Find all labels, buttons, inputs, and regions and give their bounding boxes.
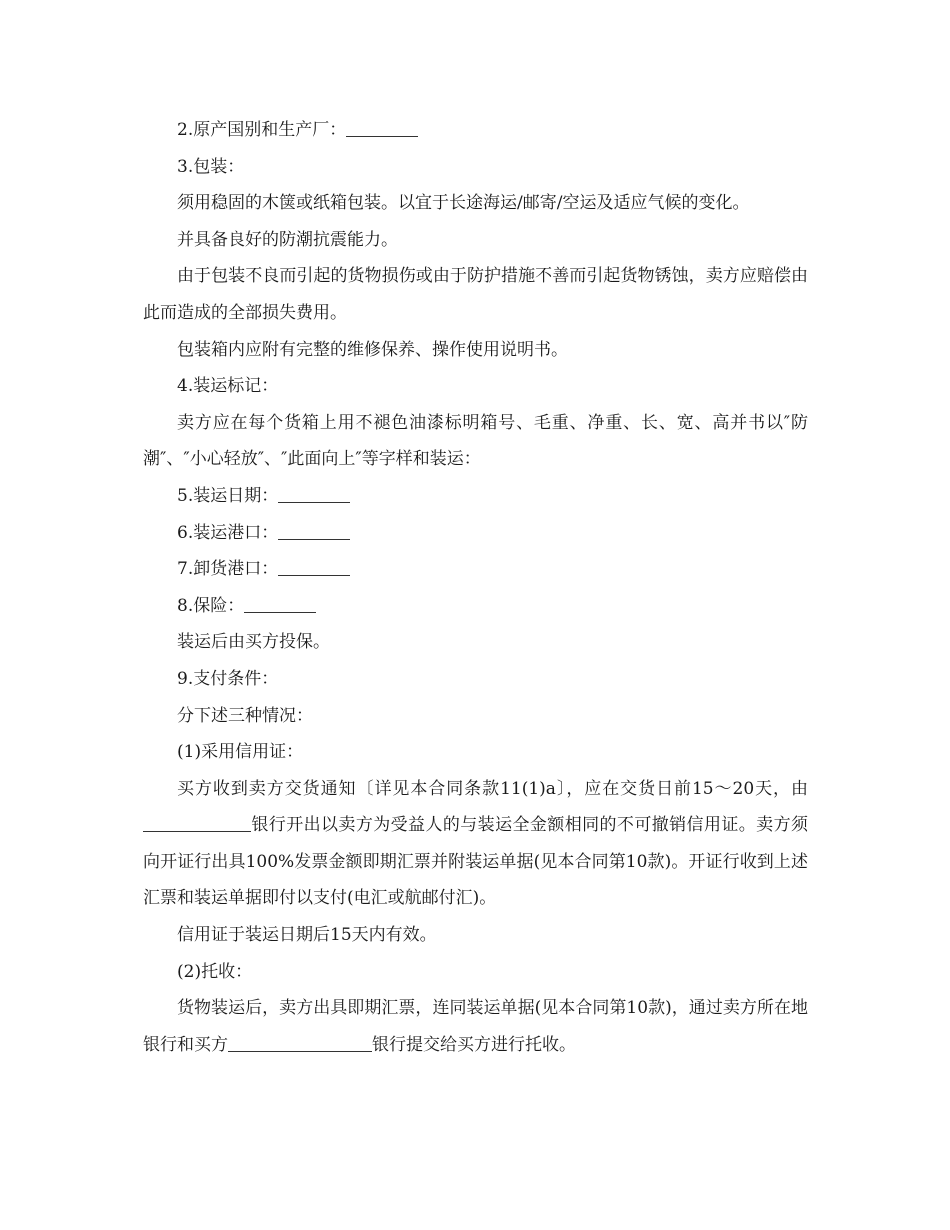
damage-liability-text: 由于包装不良而引起的货物损伤或由于防护措施不善而引起货物锈蚀，卖方应赔偿由此而造成的全部损失费用。 — [143, 266, 808, 323]
paragraph-origin — [143, 112, 808, 149]
loading-port-label: 6.装运港口： — [177, 522, 279, 543]
paragraph-shipment-date — [143, 478, 808, 515]
three-cases-text: 分下述三种情况： — [177, 705, 313, 726]
paragraph-three-cases — [143, 698, 808, 735]
paragraph-damage-liability — [143, 258, 808, 331]
paragraph-insurance — [143, 588, 808, 625]
loading-port-blank — [278, 521, 350, 540]
paragraph-discharge-port — [143, 551, 808, 588]
paragraph-packing-method — [143, 185, 808, 222]
lc-bank-blank — [143, 813, 251, 832]
paragraph-packing-heading — [143, 149, 808, 186]
origin-label: 2.原产国别和生产厂： — [177, 120, 347, 140]
collection-body-text-b: 银行提交给买方进行托收。 — [372, 1034, 576, 1055]
insurance-blank — [244, 594, 316, 613]
shipment-date-blank — [278, 484, 350, 503]
origin-blank — [346, 118, 418, 137]
document-body — [143, 112, 808, 1063]
paragraph-marks-heading — [143, 368, 808, 405]
lc-heading: (1)采用信用证： — [177, 742, 304, 763]
insurance-label: 8.保险： — [177, 595, 245, 616]
paragraph-marks-body — [143, 405, 808, 478]
discharge-port-blank — [278, 557, 350, 576]
paragraph-manual — [143, 332, 808, 369]
collection-bank-blank — [228, 1033, 372, 1052]
discharge-port-label: 7.卸货港口： — [177, 559, 279, 580]
insurance-note-text: 装运后由买方投保。 — [177, 632, 330, 653]
paragraph-collection-body — [143, 990, 808, 1063]
packing-heading: 3.包装： — [177, 156, 245, 177]
lc-body-text-b: 银行开出以卖方为受益人的与装运全金额相同的不可撤销信用证。卖方须向开证行出具100%发票金额即期汇票并附装运单据(见本合同第10款)。开证行收到上述汇票和装运单据即付以支付(电汇或航邮付汇)。 — [143, 815, 808, 909]
lc-body-text-a: 买方收到卖方交货通知〔详见本合同条款11(1)a〕，应在交货日前15～20天，由 — [177, 778, 808, 799]
lc-validity-text: 信用证于装运日期后15天内有效。 — [177, 925, 437, 946]
manual-text: 包装箱内应附有完整的维修保养、操作使用说明书。 — [177, 339, 568, 360]
shipment-date-label: 5.装运日期： — [177, 485, 279, 506]
paragraph-insurance-note — [143, 624, 808, 661]
marks-body-text: 卖方应在每个货箱上用不褪色油漆标明箱号、毛重、净重、长、宽、高并书以″防潮″、″小心轻放″、″此面向上″等字样和装运： — [143, 412, 808, 470]
paragraph-lc-heading — [143, 734, 808, 771]
paragraph-moisture-proof — [143, 222, 808, 259]
marks-heading: 4.装运标记： — [177, 376, 279, 397]
paragraph-lc-validity — [143, 917, 808, 954]
packing-method-text: 须用稳固的木箧或纸箱包装。以宜于长途海运/邮寄/空运及适应气候的变化。 — [177, 193, 750, 214]
collection-body-text-a: 货物装运后，卖方出具即期汇票，连同装运单据(见本合同第10款)，通过卖方所在地银行和买方 — [143, 998, 808, 1055]
paragraph-loading-port — [143, 515, 808, 552]
paragraph-lc-body — [143, 771, 808, 917]
paragraph-payment-heading — [143, 661, 808, 698]
collection-heading: (2)托收： — [177, 961, 253, 982]
payment-heading: 9.支付条件： — [177, 668, 279, 689]
moisture-proof-text: 并具备良好的防潮抗震能力。 — [177, 229, 398, 250]
paragraph-collection-heading — [143, 954, 808, 991]
